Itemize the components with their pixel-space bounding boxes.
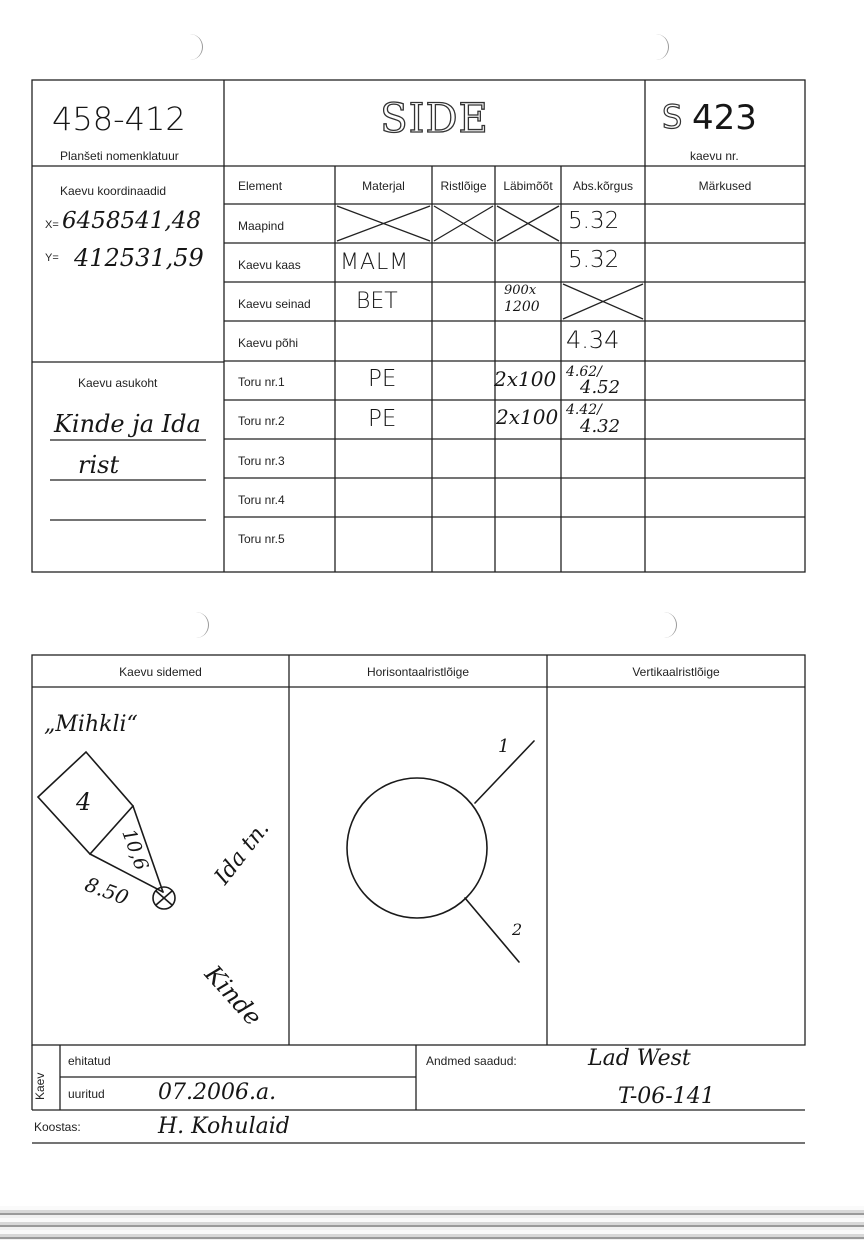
well-number-label: kaevu nr. bbox=[690, 149, 739, 163]
compiled-by-value: H. Kohulaid bbox=[158, 1114, 290, 1139]
y-label: Y= bbox=[45, 252, 59, 264]
cell-diameter: 2x100 bbox=[494, 367, 557, 391]
cell-material: PE bbox=[368, 406, 397, 432]
sheet-number-label: Planšeti nomenklatuur bbox=[60, 149, 179, 163]
cell-abs-height-top: 4.42/ bbox=[566, 402, 602, 418]
cell-abs-height: 5.32 bbox=[568, 247, 620, 273]
well-number-value: 423 bbox=[692, 98, 757, 138]
scanner-edge-strip bbox=[0, 1206, 864, 1240]
surveyed-date-value: 07.2006.a. bbox=[158, 1080, 277, 1105]
house-number-label: 4 bbox=[76, 788, 92, 816]
pipe-2-line bbox=[465, 898, 519, 962]
coordinates-label: Kaevu koordinaadid bbox=[60, 184, 167, 198]
location-line-2: rist bbox=[78, 451, 120, 479]
cell-abs-height-bottom: 4.52 bbox=[580, 377, 621, 398]
horizontal-section-header: Horisontaalristlõige bbox=[366, 665, 470, 679]
row-element-label: Toru nr.5 bbox=[238, 532, 285, 546]
vertical-section-header: Vertikaalristlõige bbox=[632, 665, 720, 679]
col-header-element: Element bbox=[238, 179, 283, 193]
col-header-cross-section: Ristlõige bbox=[440, 179, 487, 193]
built-label: ehitatud bbox=[68, 1054, 111, 1068]
cell-diameter-top: 900x bbox=[504, 283, 537, 298]
house-name-label: „Mihkli“ bbox=[44, 712, 138, 737]
row-element-label: Kaevu seinad bbox=[238, 297, 311, 311]
cell-diameter: 2x100 bbox=[496, 405, 559, 429]
dimension-label: 8.50 bbox=[81, 872, 132, 910]
row-element-label: Toru nr.3 bbox=[238, 454, 285, 468]
surveyed-label: uuritud bbox=[68, 1087, 105, 1101]
form-title: SIDE bbox=[380, 96, 489, 142]
street-label: Kinde bbox=[199, 960, 268, 1032]
data-source-value: Lad West bbox=[588, 1046, 691, 1071]
street-label: Ida tn. bbox=[210, 816, 275, 890]
cell-material: MALM bbox=[340, 250, 410, 275]
location-label: Kaevu asukoht bbox=[78, 376, 158, 390]
data-source-code: T-06-141 bbox=[618, 1084, 715, 1109]
compiled-by-label: Koostas: bbox=[34, 1120, 81, 1134]
well-prefix: S bbox=[662, 98, 683, 136]
data-source-label: Andmed saadud: bbox=[426, 1054, 517, 1068]
well-circle bbox=[347, 778, 487, 918]
links-header: Kaevu sidemed bbox=[119, 665, 202, 679]
y-coordinate-value: 412531,59 bbox=[74, 244, 204, 272]
well-side-label: Kaev bbox=[33, 1072, 47, 1100]
row-element-label: Toru nr.4 bbox=[238, 493, 285, 507]
cell-abs-height-bottom: 4.32 bbox=[580, 416, 621, 437]
pipe-2-number: 2 bbox=[512, 920, 523, 939]
row-element-label: Kaevu kaas bbox=[238, 258, 301, 272]
row-element-label: Kaevu põhi bbox=[238, 336, 299, 350]
col-header-material: Materjal bbox=[362, 179, 405, 193]
x-label: X= bbox=[45, 219, 59, 231]
col-header-notes: Märkused bbox=[698, 179, 752, 193]
cell-material: BET bbox=[356, 289, 398, 314]
x-coordinate-value: 6458541,48 bbox=[62, 208, 202, 234]
cell-abs-height: 5.32 bbox=[568, 208, 620, 234]
cell-abs-height-top: 4.62/ bbox=[566, 364, 602, 380]
col-header-diameter: Läbimõõt bbox=[503, 179, 553, 193]
pipe-1-number: 1 bbox=[498, 736, 510, 757]
cell-material: PE bbox=[368, 366, 397, 392]
cell-abs-height: 4.34 bbox=[566, 326, 620, 354]
row-element-label: Toru nr.2 bbox=[238, 414, 285, 428]
col-header-abs-height: Abs.kõrgus bbox=[572, 179, 634, 193]
location-line-1: Kinde ja Ida bbox=[54, 410, 201, 438]
row-element-label: Toru nr.1 bbox=[238, 375, 285, 389]
sheet-number-value: 458-412 bbox=[52, 100, 186, 138]
row-element-label: Maapind bbox=[238, 219, 285, 233]
dimension-label: 10,6 bbox=[117, 826, 153, 874]
cell-diameter-bottom: 1200 bbox=[504, 299, 540, 315]
